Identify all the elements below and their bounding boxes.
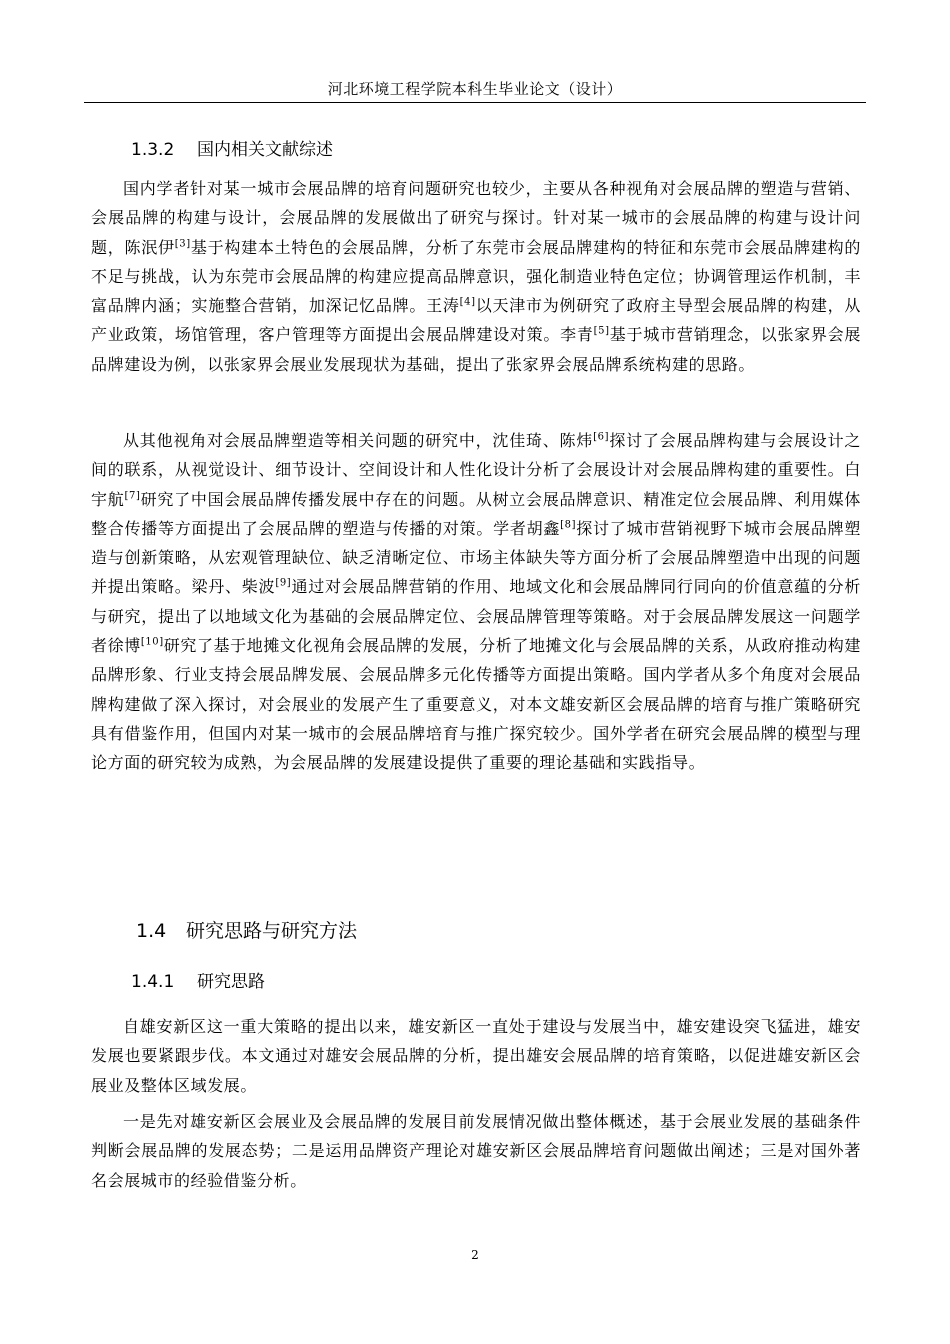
text-run: 以天津市为例研究了政府主导型会展品牌的构建，从产业政策，场馆管理，客户管理等方面提出会展品牌建设对策。李青: [91, 296, 861, 345]
citation-ref: [8]: [560, 519, 577, 531]
citation-ref: [7]: [124, 490, 141, 502]
text-run: 研究了中国会展品牌传播发展中存在的问题。从树立会展品牌意识、精准定位会展品牌、利用媒体整合传播等方面提出了会展品牌的塑造与传播的对策。学者胡鑫: [91, 489, 861, 538]
text-run: 研究了基于地摊文化视角会展品牌的发展，分析了地摊文化与会展品牌的关系，从政府推动构建品牌形象、行业支持会展品牌发展、会展品牌多元化传播等方面提出策略。国内学者从多个角度对会展品牌构建做了深入探讨，对会展业的发展产生了重要意义，对本文雄安新区会展品牌的培育与推广策略研究具有借鉴作用，但国内对某一城市的会展品牌培育与推广探究较少。国外学者在研究会展品牌的模型与理论方面的研究较为成熟，为会展品牌的发展建设提供了重要的理论基础和实践指导。: [91, 636, 861, 773]
running-header: 河北环境工程学院本科生毕业论文（设计）: [327, 80, 623, 98]
page-number: 2: [471, 1248, 479, 1262]
paragraph-1-3-2-b: [91, 426, 861, 778]
citation-ref: [6]: [593, 431, 610, 443]
citation-ref: [4]: [459, 296, 476, 308]
citation-ref: [3]: [174, 238, 191, 250]
paragraph-1-4-1-a: 自雄安新区这一重大策略的提出以来，雄安新区一直处于建设与发展当中，雄安建设突飞猛进，雄安发展也要紧跟步伐。本文通过对雄安会展品牌的分析，提出雄安会展品牌的培育策略，以促进雄安新区会展业及整体区域发展。: [91, 1017, 861, 1095]
text-run: 探讨了城市营销视野下城市会展品牌塑造与创新策略，从宏观管理缺位、缺乏清晰定位、市场主体缺失等方面分析了会展品牌塑造中出现的问题并提出策略。梁丹、柴波: [91, 518, 861, 597]
section-number: 1.4: [136, 920, 167, 942]
citation-ref: [9]: [275, 578, 292, 590]
section-number: 1.4.1: [131, 972, 175, 992]
text-run: 国内学者针对某一城市会展品牌的培育问题研究也较少，主要从各种视角对会展品牌的塑造与营销、会展品牌的构建与设计，会展品牌的发展做出了研究与探讨。针对某一城市的会展品牌的构建与设计问题，陈泯伊: [91, 179, 861, 257]
text-run: 基于城市营销理念，以张家界会展品牌建设为例，以张家界会展业发展现状为基础，提出了张家界会展品牌系统构建的思路。: [91, 325, 861, 374]
text-run: 从其他视角对会展品牌塑造等相关问题的研究中，沈佳琦、陈炜: [123, 431, 594, 450]
paragraph-1-4-1-b: 一是先对雄安新区会展业及会展品牌的发展目前发展情况做出整体概述，基于会展业发展的基础条件判断会展品牌的发展态势；二是运用品牌资产理论对雄安新区会展品牌培育问题做出阐述；三是对国外著名会展城市的经验借鉴分析。: [91, 1112, 861, 1190]
citation-ref: [5]: [593, 326, 610, 338]
paragraph-1-3-2-a: [91, 174, 861, 379]
section-number: 1.3.2: [131, 140, 175, 160]
section-title: 国内相关文献综述: [197, 140, 333, 160]
section-heading-1-3-2: [131, 140, 333, 160]
text-run: 基于构建本土特色的会展品牌，分析了东莞市会展品牌建构的特征和东莞市会展品牌建构的不足与挑战，认为东莞市会展品牌的构建应提高品牌意识，强化制造业特色定位；协调管理运作机制，丰富品牌内涵；实施整合营销，加深记忆品牌。王涛: [91, 237, 861, 316]
section-heading-1-4-1: [131, 972, 265, 992]
section-title: 研究思路与研究方法: [186, 920, 358, 942]
header-divider: [84, 102, 866, 103]
section-title: 研究思路: [197, 972, 265, 992]
text-run: 探讨了会展品牌构建与会展设计之间的联系，从视觉设计、细节设计、空间设计和人性化设计分析了会展设计对会展品牌构建的重要性。白宇航: [91, 431, 861, 509]
citation-ref: [10]: [140, 636, 164, 648]
section-heading-1-4: [136, 920, 357, 942]
text-run: 通过对会展品牌营销的作用、地域文化和会展品牌同行同向的价值意蕴的分析与研究，提出了以地域文化为基础的会展品牌定位、会展品牌管理等策略。对于会展品牌发展这一问题学者徐博: [91, 577, 861, 656]
